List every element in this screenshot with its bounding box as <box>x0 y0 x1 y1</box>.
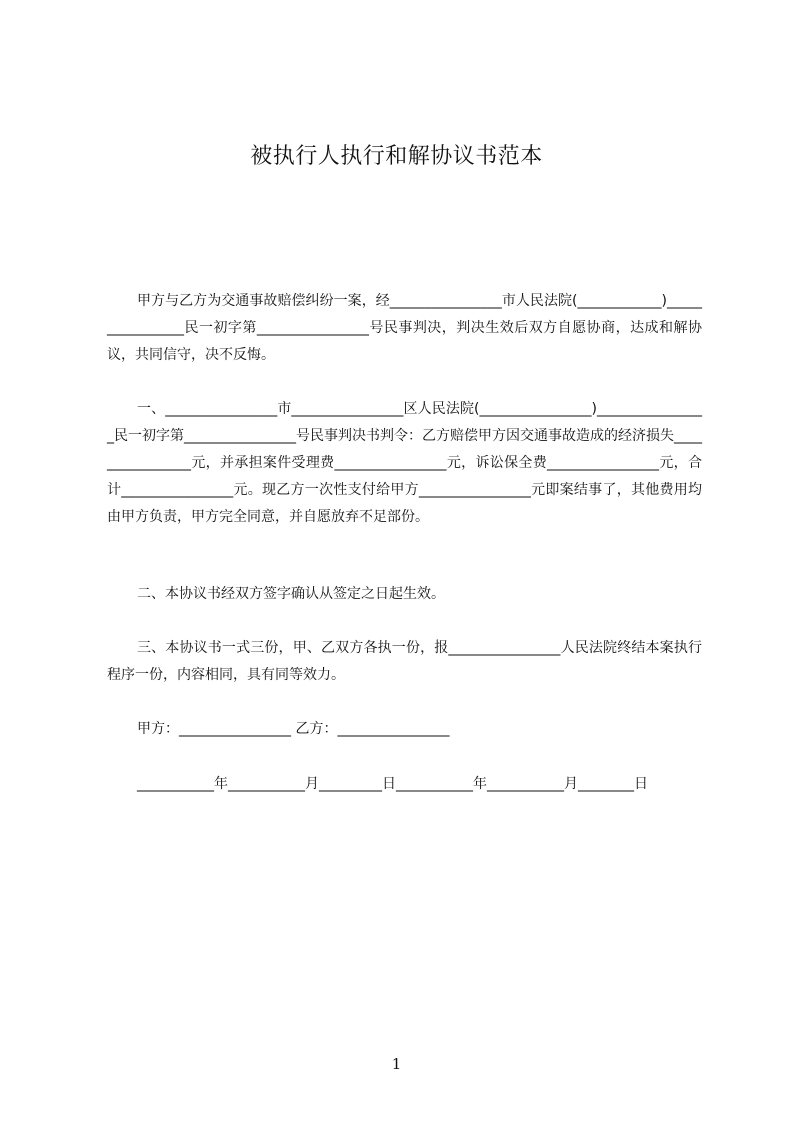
clause-one-paragraph: 一、________________市________________区人民法院(________________)________________民一初字第________________号民事判决书判令：乙方赔偿甲方因交通事故造成的经济损失________________元，并承担案件受理费________________元，诉讼保全费________________元，合计________________元。现乙方一次性支付给甲方________________元即案结事了，其他费用均由甲方负责，甲方完全同意，并自愿放弃不足部份。 <box>107 401 702 525</box>
signature-line: 甲方：________________ 乙方：________________ <box>137 721 450 737</box>
document-title: 被执行人执行和解协议书范本 <box>250 144 543 169</box>
page-number: 1 <box>391 1055 402 1073</box>
intro-paragraph: 甲方与乙方为交通事故赔偿纠纷一案，经________________市人民法院(____________)________________民一初字第________________号民事判决，判决生效后双方自愿协商，达成和解协议，共同信守，决不反悔。 <box>107 293 702 363</box>
clause-three-paragraph: 三、本协议书一式三份，甲、乙双方各执一份，报________________人民法院终结本案执行程序一份，内容相同，具有同等效力。 <box>107 640 702 683</box>
date-line: ___________年___________月_________日___________年___________月________日 <box>137 776 648 792</box>
clause-two-paragraph: 二、本协议书经双方签字确认从签定之日起生效。 <box>137 586 445 602</box>
